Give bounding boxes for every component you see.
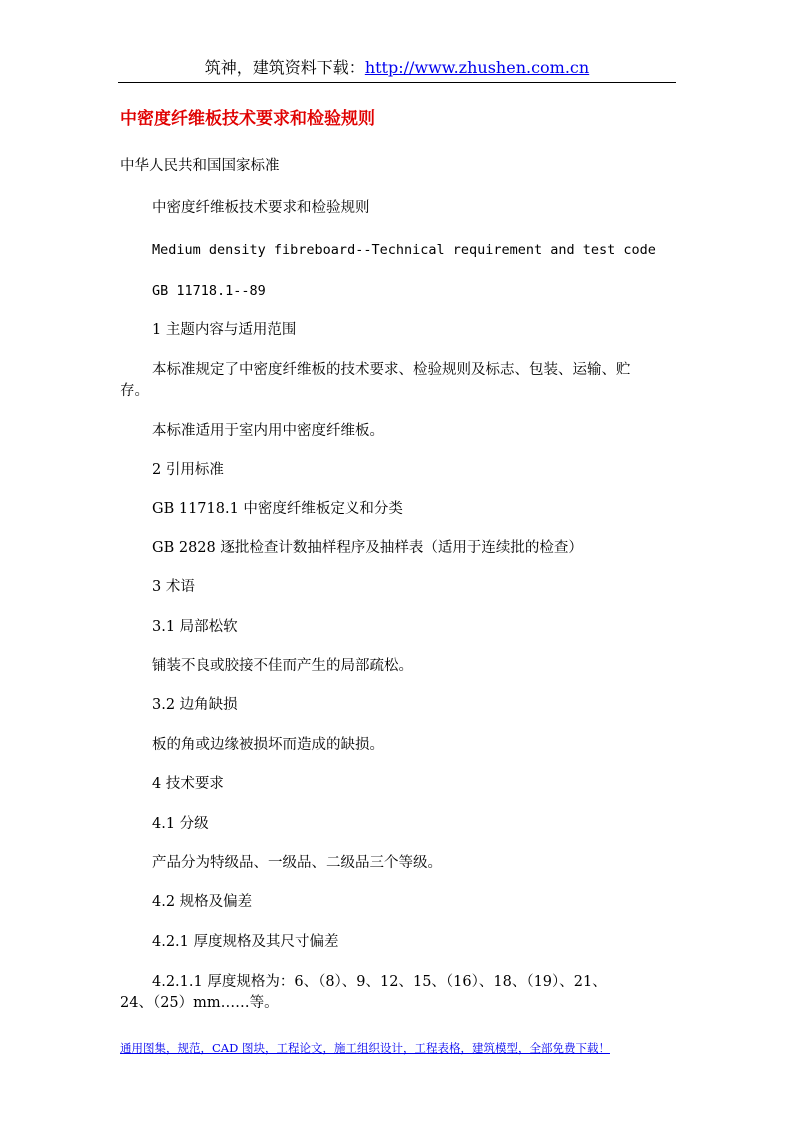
term-3-1-def: 铺装不良或胶接不佳而产生的局部疏松。 — [152, 658, 413, 674]
section-4-2-1-1: 4.2.1.1 厚度规格为：6、（8）、9、12、15、（16）、18、（19）、21、 — [152, 974, 607, 990]
reference-2: GB 2828 逐批检查计数抽样程序及抽样表（适用于连续批的检查） — [152, 540, 583, 556]
standard-code: GB 11718.1--89 — [152, 283, 266, 299]
section-1-heading: 1 主题内容与适用范围 — [152, 322, 297, 338]
paragraph-1b: 本标准适用于室内用中密度纤维板。 — [152, 423, 384, 439]
section-4-2-1-1-cont: 24、（25）mm……等。 — [120, 995, 279, 1011]
header-prefix: 筑神，建筑资料下载： — [204, 58, 365, 77]
term-3-1: 3.1 局部松软 — [152, 619, 238, 635]
section-4-2-1: 4.2.1 厚度规格及其尺寸偏差 — [152, 934, 339, 950]
reference-1: GB 11718.1 中密度纤维板定义和分类 — [152, 501, 403, 517]
section-4-heading: 4 技术要求 — [152, 776, 224, 792]
subtitle-en: Medium density fibreboard--Technical requirement and test code — [152, 242, 656, 258]
term-3-2: 3.2 边角缺损 — [152, 697, 238, 713]
paragraph-1a: 本标准规定了中密度纤维板的技术要求、检验规则及标志、包装、运输、贮 — [152, 362, 631, 378]
standard-label: 中华人民共和国国家标准 — [120, 158, 280, 174]
section-3-heading: 3 术语 — [152, 579, 195, 595]
paragraph-1a-cont: 存。 — [120, 383, 149, 399]
section-4-1-text: 产品分为特级品、一级品、二级品三个等级。 — [152, 855, 442, 871]
document-title: 中密度纤维板技术要求和检验规则 — [120, 109, 375, 129]
subtitle-cn: 中密度纤维板技术要求和检验规则 — [152, 200, 370, 216]
section-2-heading: 2 引用标准 — [152, 462, 224, 478]
footer-link[interactable]: 通用图集，规范，CAD 图块，工程论文，施工组织设计，工程表格，建筑模型，全部免费下载！ — [120, 1041, 610, 1055]
page-header — [118, 56, 676, 83]
term-3-2-def: 板的角或边缘被损坏而造成的缺损。 — [152, 737, 384, 753]
section-4-2: 4.2 规格及偏差 — [152, 894, 253, 910]
section-4-1: 4.1 分级 — [152, 816, 209, 832]
header-link[interactable]: http://www.zhushen.com.cn — [364, 58, 590, 77]
